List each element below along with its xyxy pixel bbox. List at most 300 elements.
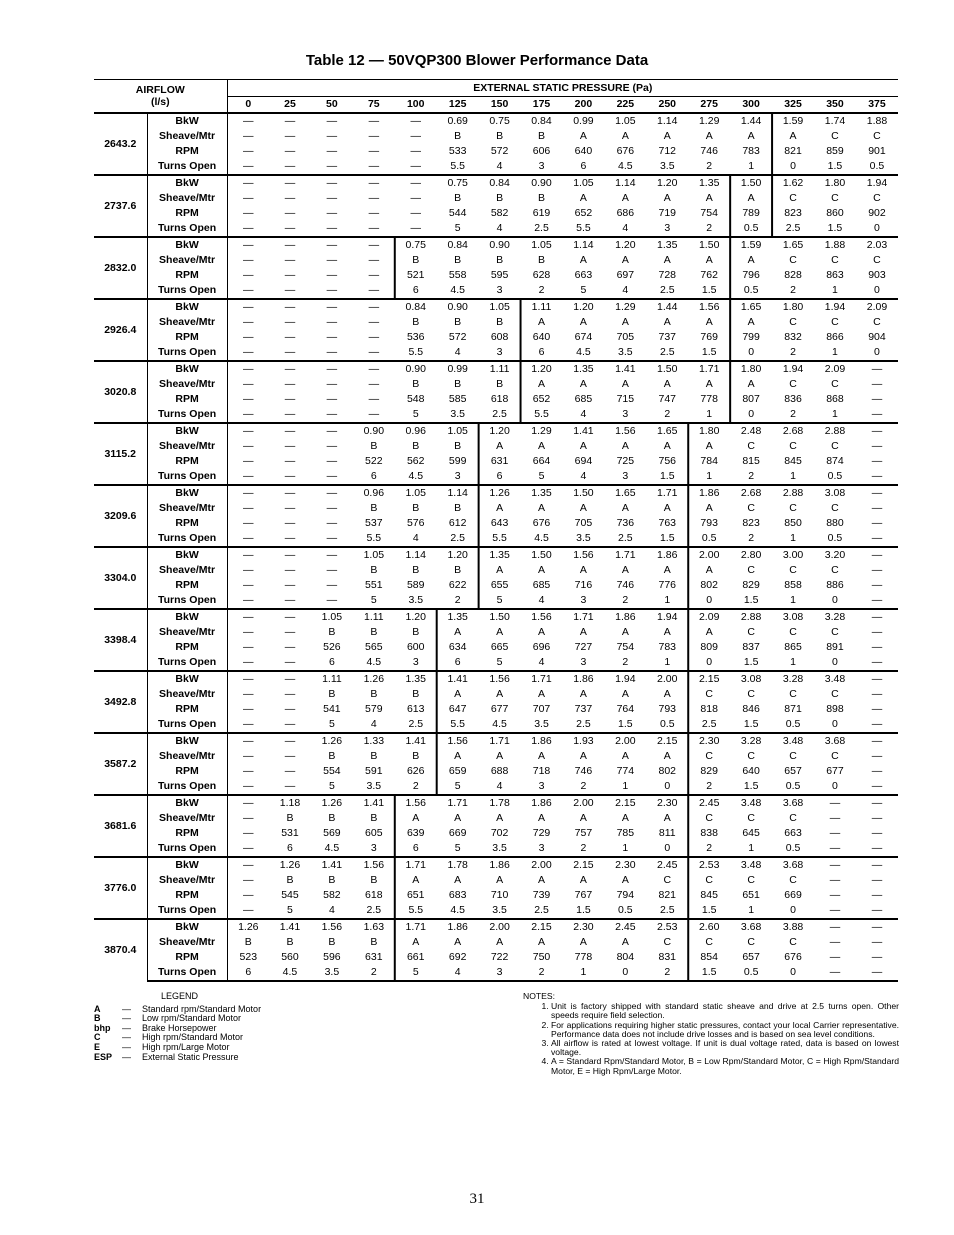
- data-cell: 789: [742, 207, 760, 219]
- data-cell: —: [871, 842, 883, 854]
- data-cell: 750: [532, 951, 551, 963]
- data-cell: 608: [490, 331, 509, 343]
- data-cell: 696: [532, 641, 551, 653]
- row-label: Sheave/Mtr: [147, 625, 227, 640]
- data-cell: 1.86: [437, 919, 479, 935]
- data-cell: 1.20: [646, 175, 688, 191]
- row-label: RPM: [147, 578, 227, 593]
- data-cell: 1.59: [730, 237, 772, 253]
- data-cell: 1.35: [646, 237, 688, 253]
- data-cell: 1.86: [562, 671, 604, 687]
- data-cell: 688: [490, 765, 509, 777]
- data-cell: C: [789, 564, 797, 576]
- data-cell: 0.75: [479, 113, 521, 129]
- data-cell: 846: [742, 703, 760, 715]
- data-cell: 1.94: [604, 671, 646, 687]
- data-cell: —: [311, 423, 353, 439]
- data-cell: 622: [448, 579, 467, 591]
- data-cell: 1.14: [395, 547, 437, 563]
- row-label: BkW: [147, 609, 227, 625]
- data-cell: —: [227, 237, 269, 253]
- data-cell: —: [269, 113, 311, 129]
- table-row: [94, 392, 898, 407]
- data-cell: 2: [646, 965, 688, 981]
- data-cell: 676: [532, 517, 551, 529]
- legend-items: [94, 1005, 261, 1063]
- data-cell: 807: [742, 393, 760, 405]
- data-cell: 1.94: [856, 175, 898, 191]
- table-row: [94, 795, 898, 811]
- data-cell: 3.20: [814, 547, 856, 563]
- data-cell: —: [368, 316, 380, 328]
- data-cell: 1.41: [562, 423, 604, 439]
- data-cell: 1.11: [353, 609, 395, 625]
- data-cell: 6: [287, 842, 293, 854]
- data-cell: —: [829, 874, 841, 886]
- data-cell: 1: [832, 284, 838, 296]
- data-cell: 2.68: [730, 485, 772, 501]
- data-cell: —: [269, 609, 311, 625]
- data-cell: 1.26: [227, 919, 269, 935]
- table-row: [94, 640, 898, 655]
- data-cell: —: [871, 626, 883, 638]
- data-cell: —: [368, 254, 380, 266]
- data-cell: 0.84: [479, 175, 521, 191]
- row-label: BkW: [147, 857, 227, 873]
- data-cell: A: [579, 254, 587, 266]
- data-cell: 1.71: [688, 361, 730, 377]
- data-cell: —: [227, 113, 269, 129]
- data-cell: —: [269, 671, 311, 687]
- row-label: BkW: [147, 733, 227, 749]
- data-cell: 729: [532, 827, 551, 839]
- data-cell: 737: [574, 703, 593, 715]
- data-cell: —: [856, 361, 898, 377]
- data-cell: 5: [370, 594, 377, 606]
- table-row: [94, 687, 898, 702]
- data-cell: 764: [616, 703, 635, 715]
- data-cell: 1.14: [604, 175, 646, 191]
- data-cell: 585: [448, 393, 467, 405]
- data-cell: 1.94: [646, 609, 688, 625]
- data-cell: —: [368, 145, 380, 157]
- data-cell: —: [243, 269, 254, 281]
- data-cell: 0: [790, 160, 796, 172]
- data-cell: —: [284, 532, 296, 544]
- data-cell: 1.29: [688, 113, 730, 129]
- data-cell: C: [747, 812, 755, 824]
- data-cell: 891: [826, 641, 844, 653]
- data-cell: 1: [622, 842, 629, 854]
- airflow-cell: 2832.0: [94, 237, 147, 299]
- data-cell: 663: [574, 269, 593, 281]
- data-cell: 2.09: [856, 299, 898, 315]
- data-cell: —: [326, 532, 338, 544]
- data-cell: 3: [580, 656, 587, 668]
- data-cell: 1.56: [562, 547, 604, 563]
- data-cell: 1.44: [730, 113, 772, 129]
- data-cell: A: [621, 688, 629, 700]
- data-cell: 1.74: [814, 113, 856, 129]
- data-cell: A: [705, 564, 713, 576]
- data-cell: C: [831, 750, 839, 762]
- data-cell: 2.88: [814, 423, 856, 439]
- data-cell: 4.5: [576, 346, 591, 358]
- row-label: BkW: [147, 175, 227, 191]
- data-cell: 2: [790, 284, 796, 296]
- data-cell: 2.15: [688, 671, 730, 687]
- data-cell: 0.84: [395, 299, 437, 315]
- data-cell: 829: [742, 579, 760, 591]
- data-cell: —: [243, 130, 254, 142]
- data-cell: A: [538, 812, 546, 824]
- data-cell: 1.86: [521, 733, 563, 749]
- data-cell: —: [311, 175, 353, 191]
- legend-item-desc: External Static Pressure: [142, 1051, 239, 1062]
- data-cell: 591: [365, 765, 383, 777]
- table-row: [94, 578, 898, 593]
- data-cell: 5.5: [534, 408, 549, 420]
- data-cell: —: [243, 408, 254, 420]
- data-cell: —: [284, 145, 296, 157]
- table-row: [94, 253, 898, 268]
- data-cell: —: [284, 780, 296, 792]
- data-cell: —: [326, 470, 338, 482]
- data-cell: 2: [790, 346, 796, 358]
- data-cell: A: [663, 254, 671, 266]
- data-cell: —: [856, 857, 898, 873]
- data-cell: 1.86: [479, 857, 521, 873]
- data-cell: 572: [490, 145, 509, 157]
- data-cell: A: [579, 316, 587, 328]
- data-cell: 2.60: [688, 919, 730, 935]
- data-cell: —: [284, 440, 296, 452]
- data-cell: —: [871, 718, 883, 730]
- data-cell: 1.62: [772, 175, 814, 191]
- data-cell: A: [621, 502, 629, 514]
- data-cell: —: [368, 408, 380, 420]
- data-cell: A: [579, 564, 587, 576]
- data-cell: —: [871, 579, 883, 591]
- data-cell: C: [789, 626, 797, 638]
- data-cell: —: [243, 889, 254, 901]
- legend: [94, 992, 261, 1062]
- data-cell: C: [789, 502, 797, 514]
- row-label: Turns Open: [147, 655, 227, 671]
- data-cell: 1: [832, 408, 838, 420]
- data-cell: 1.71: [521, 671, 563, 687]
- legend-item-desc: High rpm/Standard Motor: [142, 1032, 244, 1043]
- data-cell: —: [243, 160, 254, 172]
- data-cell: 754: [700, 207, 718, 219]
- data-cell: B: [412, 440, 420, 452]
- data-cell: 2: [706, 842, 713, 854]
- data-cell: —: [243, 192, 254, 204]
- data-cell: 1.11: [311, 671, 353, 687]
- data-cell: —: [856, 965, 898, 981]
- data-cell: 1.35: [562, 361, 604, 377]
- data-cell: 576: [406, 517, 425, 529]
- note-item: 4. A = Standard Rpm/Standard Motor, B = Low Rpm/Standard Motor, C = High Rpm/Standard Motor, E = High Rpm/Large Motor.: [551, 1057, 899, 1075]
- data-cell: —: [410, 192, 421, 204]
- data-cell: C: [831, 440, 839, 452]
- row-label: Sheave/Mtr: [147, 563, 227, 578]
- data-cell: 1.5: [618, 718, 633, 730]
- data-cell: B: [496, 378, 504, 390]
- data-cell: 0: [772, 965, 814, 981]
- data-cell: —: [243, 502, 254, 514]
- data-cell: 599: [448, 455, 467, 467]
- table-row: [94, 671, 898, 687]
- table-row: [94, 175, 898, 191]
- data-cell: —: [284, 564, 296, 576]
- data-cell: 4.5: [324, 842, 340, 854]
- blower-performance-table: [94, 79, 898, 982]
- legend-item-key: E: [94, 1041, 101, 1052]
- data-cell: 3.5: [618, 346, 633, 358]
- data-cell: A: [663, 440, 671, 452]
- data-cell: —: [311, 299, 353, 315]
- row-label: RPM: [147, 640, 227, 655]
- data-cell: A: [621, 192, 629, 204]
- data-cell: —: [368, 331, 380, 343]
- data-cell: 618: [490, 393, 509, 405]
- data-cell: —: [243, 842, 254, 854]
- legend-title: LEGEND: [161, 991, 199, 1001]
- data-cell: 829: [700, 765, 718, 777]
- data-cell: 865: [784, 641, 802, 653]
- data-cell: 3.5: [450, 408, 465, 420]
- data-cell: 6: [370, 470, 377, 482]
- data-cell: C: [705, 750, 713, 762]
- data-cell: —: [227, 609, 269, 625]
- data-cell: 728: [658, 269, 677, 281]
- data-cell: 2: [521, 965, 563, 981]
- data-cell: 1: [790, 594, 796, 606]
- data-cell: 1.5: [743, 656, 759, 668]
- pressure-header-cell: 175: [521, 97, 563, 114]
- row-label: Turns Open: [147, 531, 227, 547]
- data-cell: 4: [496, 160, 503, 172]
- pressure-header-cell: 250: [646, 97, 688, 114]
- data-cell: —: [368, 393, 380, 405]
- table-row: [94, 469, 898, 485]
- row-label: Turns Open: [147, 283, 227, 299]
- data-cell: 1.20: [437, 547, 479, 563]
- table-row: [94, 501, 898, 516]
- data-cell: 0.96: [353, 485, 395, 501]
- data-cell: 537: [365, 517, 383, 529]
- data-cell: 4: [328, 904, 335, 916]
- data-cell: —: [243, 393, 254, 405]
- data-cell: —: [326, 269, 338, 281]
- data-cell: 596: [323, 951, 341, 963]
- data-cell: 1.05: [353, 547, 395, 563]
- data-cell: A: [621, 936, 629, 948]
- data-cell: 652: [574, 207, 593, 219]
- data-cell: 0: [790, 904, 796, 916]
- data-cell: 4.5: [450, 284, 465, 296]
- row-label: BkW: [147, 485, 227, 501]
- data-cell: A: [663, 316, 671, 328]
- data-cell: 0: [874, 284, 880, 296]
- data-cell: C: [789, 192, 797, 204]
- data-cell: 640: [742, 765, 760, 777]
- data-cell: 1.71: [395, 919, 437, 935]
- data-cell: —: [326, 130, 338, 142]
- data-cell: 626: [406, 765, 425, 777]
- table-row: [94, 237, 898, 253]
- data-cell: —: [353, 175, 395, 191]
- row-label: BkW: [147, 795, 227, 811]
- data-cell: —: [284, 269, 296, 281]
- data-cell: —: [284, 284, 296, 296]
- data-cell: 572: [448, 331, 467, 343]
- table-title: Table 12 — 50VQP300 Blower Performance Data: [305, 52, 649, 69]
- data-cell: —: [269, 237, 311, 253]
- data-cell: 2.15: [604, 795, 646, 811]
- data-cell: 3.08: [730, 671, 772, 687]
- row-label: Sheave/Mtr: [147, 315, 227, 330]
- data-cell: —: [814, 857, 856, 873]
- data-cell: —: [227, 361, 269, 377]
- data-cell: —: [871, 502, 883, 514]
- data-cell: 2: [706, 222, 713, 234]
- data-cell: 1.56: [395, 795, 437, 811]
- data-cell: B: [370, 750, 378, 762]
- data-cell: 4.5: [269, 965, 311, 981]
- table-row: [94, 717, 898, 733]
- row-label: RPM: [147, 392, 227, 407]
- notes-list: [523, 1002, 899, 1076]
- data-cell: 2.68: [772, 423, 814, 439]
- data-cell: 640: [532, 331, 551, 343]
- data-cell: 3: [580, 594, 587, 606]
- data-cell: —: [353, 237, 395, 253]
- data-cell: 651: [406, 889, 425, 901]
- data-cell: A: [538, 378, 546, 390]
- airflow-cell: 2926.4: [94, 299, 147, 361]
- data-cell: 683: [448, 889, 467, 901]
- data-cell: 2.5: [408, 718, 424, 730]
- pressure-header-cell: 100: [395, 97, 437, 114]
- data-cell: 4: [496, 780, 503, 792]
- data-cell: —: [871, 594, 883, 606]
- data-cell: 880: [826, 517, 844, 529]
- data-cell: B: [412, 378, 420, 390]
- data-cell: C: [747, 750, 755, 762]
- table-row: [94, 454, 898, 469]
- data-cell: 664: [532, 455, 551, 467]
- data-cell: 1.26: [353, 671, 395, 687]
- data-cell: A: [747, 130, 755, 142]
- data-cell: 858: [784, 579, 802, 591]
- data-cell: —: [284, 626, 296, 638]
- data-cell: A: [663, 130, 671, 142]
- data-cell: —: [269, 361, 311, 377]
- data-cell: 1.5: [701, 904, 717, 916]
- airflow-cell: 3776.0: [94, 857, 147, 919]
- data-cell: 886: [826, 579, 844, 591]
- table-row: [94, 841, 898, 857]
- row-label: BkW: [147, 671, 227, 687]
- legend-item: [94, 1053, 261, 1063]
- data-cell: A: [747, 192, 755, 204]
- data-cell: 722: [490, 951, 509, 963]
- data-cell: 832: [784, 331, 802, 343]
- data-cell: 2.03: [856, 237, 898, 253]
- data-cell: 0.5: [701, 532, 717, 544]
- data-cell: 2.88: [772, 485, 814, 501]
- data-cell: C: [705, 874, 713, 886]
- data-cell: A: [663, 564, 671, 576]
- table-row: [94, 485, 898, 501]
- data-cell: 4: [580, 408, 587, 420]
- table-row: [94, 206, 898, 221]
- data-cell: 2.5: [701, 718, 717, 730]
- data-cell: 2.30: [646, 795, 688, 811]
- table-row: [94, 191, 898, 206]
- data-cell: 1.35: [479, 547, 521, 563]
- data-cell: 686: [616, 207, 635, 219]
- data-cell: 640: [574, 145, 593, 157]
- data-cell: C: [789, 812, 797, 824]
- data-cell: —: [311, 361, 353, 377]
- data-cell: 4: [622, 222, 629, 234]
- data-cell: —: [284, 718, 296, 730]
- data-cell: A: [496, 874, 504, 886]
- data-cell: 2.09: [688, 609, 730, 625]
- data-cell: 1.71: [395, 857, 437, 873]
- data-cell: A: [663, 192, 671, 204]
- data-cell: 2.00: [479, 919, 521, 935]
- data-cell: —: [269, 299, 311, 315]
- data-cell: C: [831, 688, 839, 700]
- row-label: BkW: [147, 919, 227, 935]
- pressure-header-cell: 25: [269, 97, 311, 114]
- row-label: RPM: [147, 330, 227, 345]
- data-cell: B: [454, 192, 462, 204]
- data-cell: B: [370, 626, 378, 638]
- data-cell: 1.05: [521, 237, 563, 253]
- data-cell: 1: [790, 470, 796, 482]
- data-cell: —: [353, 299, 395, 315]
- data-cell: 2.5: [534, 222, 549, 234]
- data-cell: 1.80: [772, 299, 814, 315]
- data-cell: 541: [323, 703, 341, 715]
- data-cell: 3.5: [492, 904, 507, 916]
- pressure-header-cell: 50: [311, 97, 353, 114]
- data-cell: 823: [742, 517, 760, 529]
- data-cell: 774: [616, 765, 635, 777]
- table-row: [94, 129, 898, 144]
- data-cell: —: [856, 485, 898, 501]
- data-cell: 776: [658, 579, 677, 591]
- data-cell: —: [243, 780, 254, 792]
- pressure-header-cell: 200: [562, 97, 604, 114]
- data-cell: 5: [538, 470, 545, 482]
- data-cell: 669: [448, 827, 467, 839]
- data-cell: 657: [784, 765, 802, 777]
- data-cell: 1.56: [437, 733, 479, 749]
- table-row: [94, 965, 898, 981]
- row-label: RPM: [147, 950, 227, 965]
- data-cell: 2: [622, 594, 629, 606]
- data-cell: A: [538, 440, 546, 452]
- data-cell: 5: [328, 780, 335, 792]
- data-cell: 767: [574, 889, 593, 901]
- data-cell: C: [789, 688, 797, 700]
